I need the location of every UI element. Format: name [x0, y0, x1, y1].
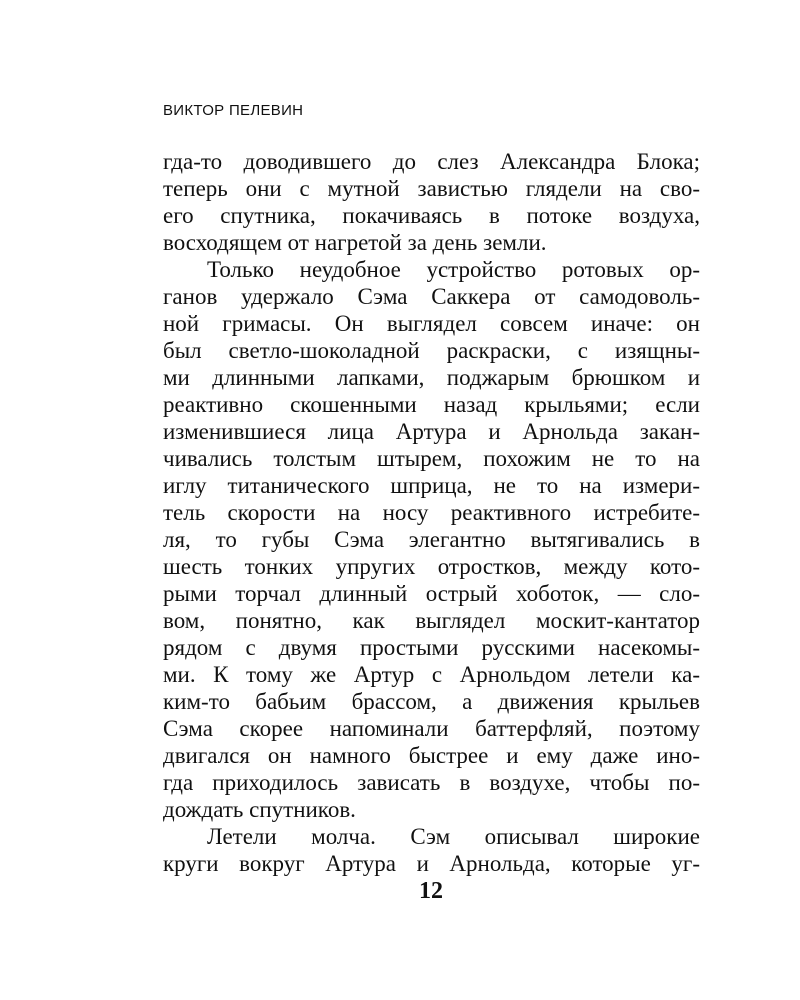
page-number: 12: [419, 878, 443, 904]
text-line: двигался он намного быстрее и ему даже ино-: [163, 743, 700, 768]
text-line: ганов удержало Сэма Саккера от самодоволь-: [163, 284, 700, 309]
text-line: иглу титанического шприца, не то на измери-: [163, 473, 700, 498]
text-line: чивались толстым штырем, похожим не то на: [163, 446, 700, 471]
text-line: изменившиеся лица Артура и Арнольда закан-: [163, 419, 700, 444]
text-line: ной гримасы. Он выглядел совсем иначе: он: [163, 311, 700, 336]
text-line: восходящем от нагретой за день земли.: [163, 230, 547, 255]
text-line: гда-то доводившего до слез Александра Блока;: [163, 149, 700, 174]
text-line: ми длинными лапками, поджарым брюшком и: [163, 365, 700, 390]
text-line: ля, то губы Сэма элегантно вытягивались в: [163, 527, 700, 552]
text-line: Только неудобное устройство ротовых ор-: [207, 257, 700, 282]
text-line: гда приходилось зависать в воздухе, чтобы по-: [163, 770, 700, 795]
text-line: круги вокруг Артура и Арнольда, которые уг-: [163, 851, 700, 876]
text-line: ким-то бабьим брассом, а движения крыльев: [163, 689, 700, 714]
text-line: ми. К тому же Артур с Арнольдом летели ка-: [163, 662, 700, 687]
text-line: Сэма скорее напоминали баттерфляй, поэтому: [163, 716, 700, 741]
text-line: Летели молча. Сэм описывал широкие: [207, 824, 700, 849]
body-text: [163, 148, 700, 877]
text-line: был светло-шоколадной раскраски, с изящны-: [163, 338, 700, 363]
text-line: дождать спутников.: [163, 797, 356, 822]
text-line: реактивно скошенными назад крыльями; если: [163, 392, 700, 417]
text-line: шесть тонких упругих отростков, между кото-: [163, 554, 700, 579]
text-line: рыми торчал длинный острый хоботок, — сло-: [163, 581, 700, 606]
text-line: его спутника, покачиваясь в потоке воздуха,: [163, 203, 700, 228]
text-line: тель скорости на носу реактивного истребите-: [163, 500, 700, 525]
text-line: рядом с двумя простыми русскими насекомы-: [163, 635, 700, 660]
text-line: вом, понятно, как выглядел москит-кантатор: [163, 608, 700, 633]
text-line: теперь они с мутной завистью глядели на сво-: [163, 176, 700, 201]
running-head: ВИКТОР ПЕЛЕВИН: [163, 102, 304, 119]
